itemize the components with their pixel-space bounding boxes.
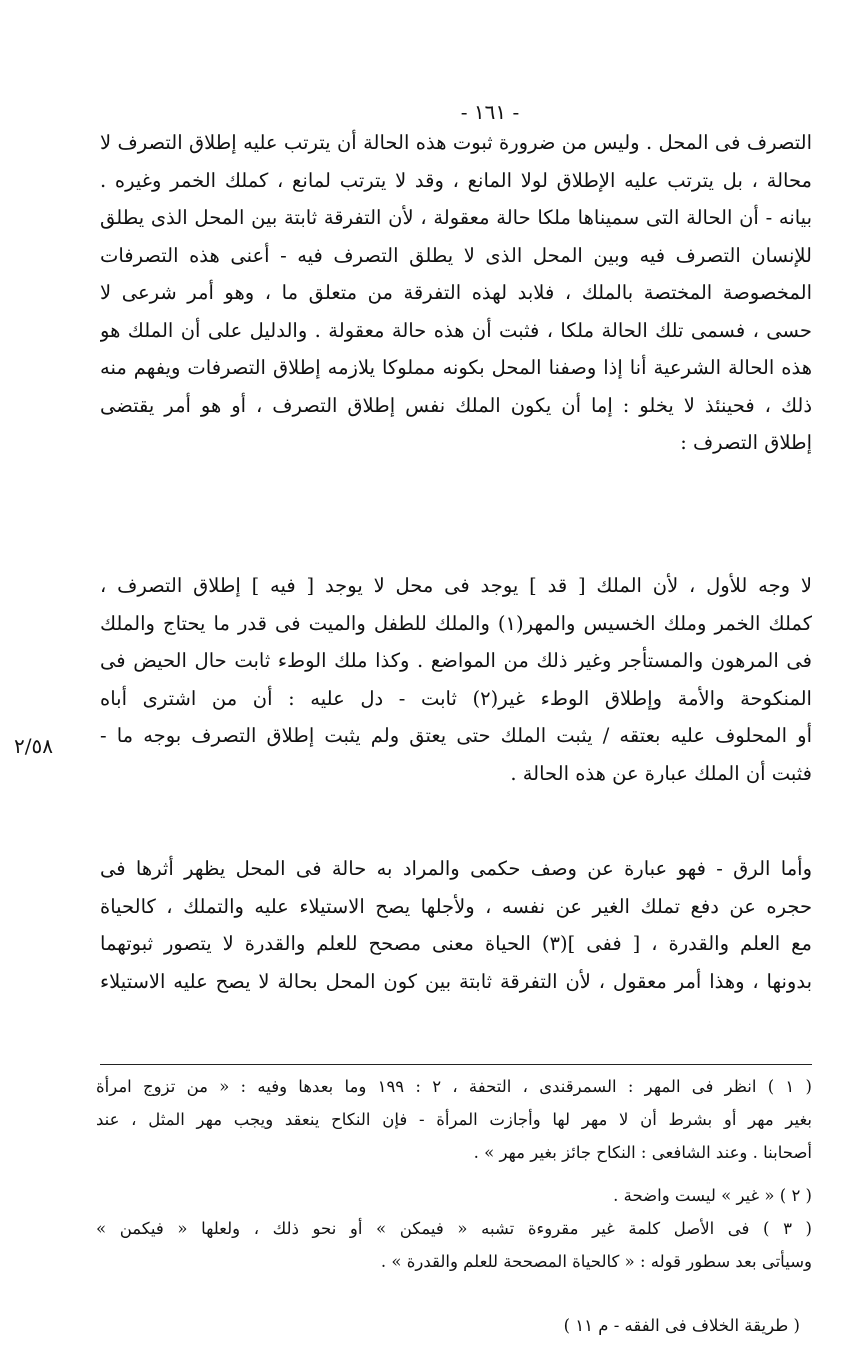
text-line: لا وجه للأول ، لأن الملك [ قد ] يوجد فى محل لا يوجد [ فيه ] إطلاق التصرف ، [100, 574, 812, 597]
text-line: أو المحلوف عليه بعتقه / يثبت الملك حتى يعتق ولم يثبت إطلاق التصرف بوجه ما - [100, 724, 812, 747]
footnote-line: ( ٢ ) « غير » ليست واضحة . [613, 1186, 812, 1205]
text-line: حسى ، فسمى تلك الحالة ملكا ، فثبت أن هذه حالة معقولة . والدليل على أن الملك هو [100, 318, 812, 342]
footnote-line: وسيأتى بعد سطور قوله : « كالحياة المصححة للعلم والقدرة » . [380, 1252, 812, 1271]
text-line: المنكوحة والأمة وإطلاق الوطء غير(٢) ثابت - دل عليه : أن من اشترى أباه [100, 686, 812, 710]
footnote-3 [96, 1212, 812, 1278]
text-line: مع العلم والقدرة ، [ ففى ](٣) الحياة معنى مصحح للعلم والقدرة لا يتصور ثبوتهما [100, 932, 812, 955]
text-line: المخصوصة المختصة بالملك ، فلابد لهذه التفرقة من متعلق ما ، وهو أمر شرعى لا [100, 281, 812, 304]
footnote-line: أصحابنا . وعند الشافعى : النكاح جائز بغير مهر » . [473, 1143, 812, 1162]
text-line: فى المرهون والمستأجر وغير ذلك من المواضع . وكذا ملك الوطء ثابت حال الحيض فى [100, 649, 812, 672]
running-footer: ( طريقة الخلاف فى الفقه - م ١١ ) [563, 1316, 800, 1335]
footnote-line: بغير مهر أو بشرط أن لا مهر لها وأجازت المرأة - فإن النكاح ينعقد ويجب مهر المثل ، عند [96, 1110, 812, 1129]
footnote-line: ( ١ ) انظر فى المهر : السمرقندى ، التحفة ، ٢ : ١٩٩ وما بعدها وفيه : « من تزوج امرأة [96, 1077, 812, 1096]
footnote-1 [96, 1070, 812, 1169]
text-line: ذلك ، فحينئذ لا يخلو : إما أن يكون الملك نفس إطلاق التصرف ، أو هو أمر يقتضى [100, 393, 812, 417]
text-line: للإنسان التصرف فيه وبين المحل الذى لا يطلق التصرف فيه - أعنى هذه التصرفات [100, 243, 812, 267]
footnotes [96, 1070, 812, 1278]
text-line: فثبت أن الملك عبارة عن هذه الحالة . [510, 761, 812, 785]
text-line: كملك الخمر وملك الخسيس والمهر(١) والملك للطفل والميت فى قدر ما يحتاج والملك [100, 611, 812, 635]
text-line: بيانه - أن الحالة التى سميناها ملكا حالة معقولة ، لأن التفرقة ثابتة بين المحل الذى يطلق [100, 206, 812, 229]
text-line: محالة ، بل يترتب عليه الإطلاق لولا المانع ، وقد لا يترتب لمانع ، كملك الخمر وغيره . [100, 168, 812, 192]
text-line: هذه الحالة الشرعية أنا إذا وصفنا المحل بكونه مملوكا يلازمه إطلاق التصرفات ويفهم منه [100, 356, 812, 379]
footnote-line: ( ٣ ) فى الأصل كلمة غير مقروءة تشبه « فيمكن » أو نحو ذلك ، ولعلها « فيكمن » [96, 1219, 812, 1238]
text-line: حجره عن دفع تملك الغير عن نفسه ، ولأجلها يصح الاستيلاء عليه والتملك ، كالحياة [100, 894, 812, 918]
text-line: وأما الرق - فهو عبارة عن وصف حكمى والمراد به حالة فى المحل يظهر أثرها فى [100, 857, 812, 880]
text-line: التصرف فى المحل . وليس من ضرورة ثبوت هذه الحالة أن يترتب عليه إطلاق التصرف لا [100, 131, 812, 154]
footnote-2 [96, 1179, 812, 1212]
margin-folio-note: ٢/٥٨ [14, 734, 53, 758]
text-line: إطلاق التصرف : [680, 431, 812, 454]
page-number: - ١٦١ - [460, 100, 520, 124]
paragraph-2 [100, 567, 812, 792]
footnote-divider [100, 1064, 812, 1065]
paragraph-3 [100, 850, 812, 1000]
paragraph-1 [100, 124, 812, 462]
text-line: بدونها ، وهذا أمر معقول ، لأن التفرقة ثابتة بين كون المحل بحالة لا يصح عليه الاستيلاء [100, 969, 812, 993]
